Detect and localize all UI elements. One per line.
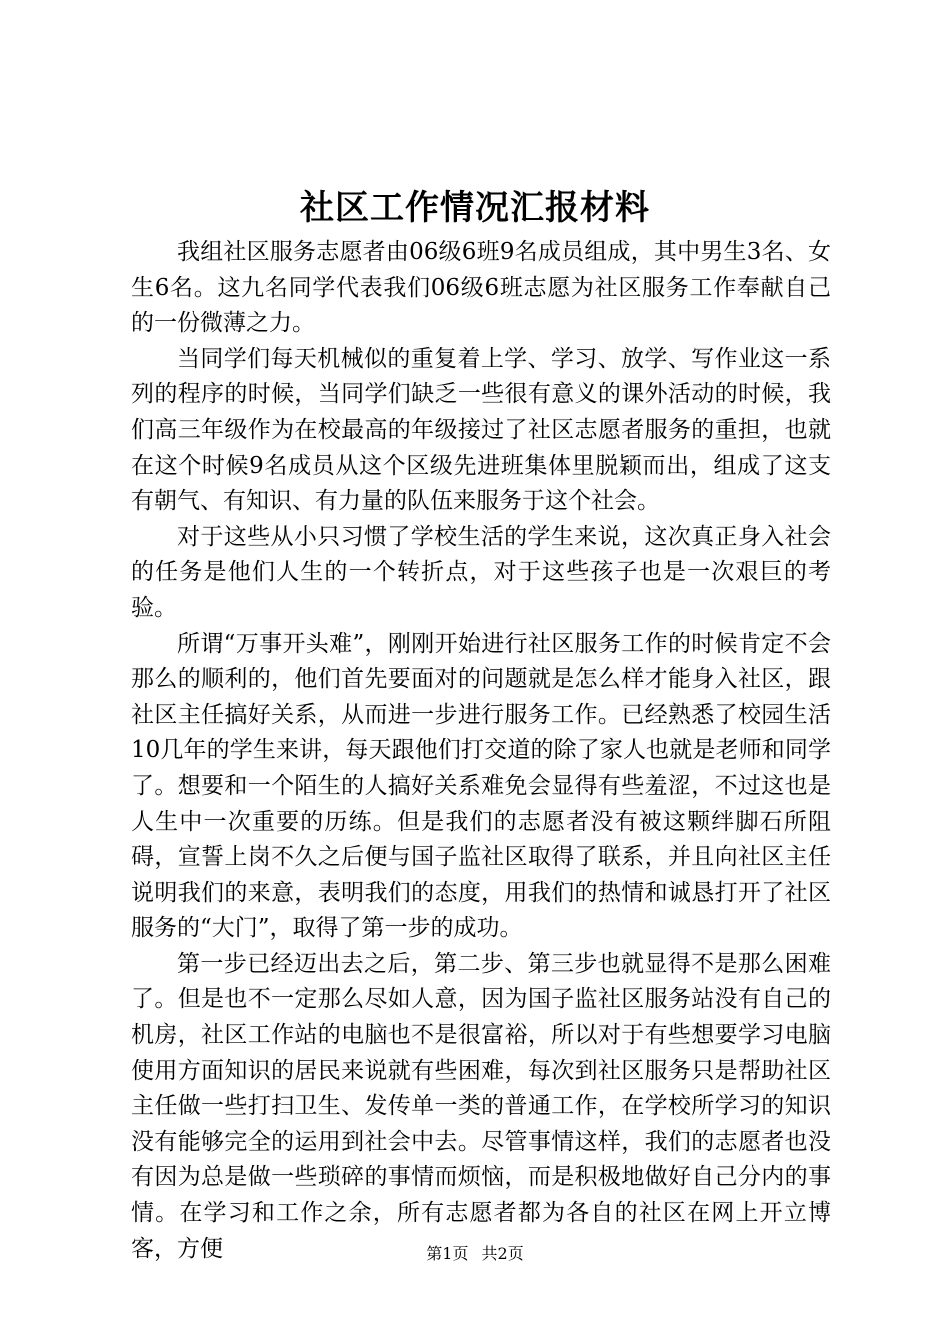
page-number: 第1页 bbox=[426, 1244, 469, 1263]
paragraph: 我组社区服务志愿者由06级6班9名成员组成，其中男生3名、女生6名。这九名同学代表我们06级6班志愿为社区服务工作奉献自己的一份微薄之力。 bbox=[131, 239, 831, 337]
document-title: 社区工作情况汇报材料 bbox=[300, 188, 650, 228]
document-body bbox=[131, 235, 831, 1267]
page-total: 共2页 bbox=[481, 1244, 524, 1263]
paragraph: 所谓“万事开头难”，刚刚开始进行社区服务工作的时候肯定不会那么的顺利的，他们首先要面对的问题就是怎么样才能身入社区，跟社区主任搞好关系，从而进一步进行服务工作。已经熟悉了校园生活10几年的学生来讲，每天跟他们打交道的除了家人也就是老师和同学了。想要和一个陌生的人搞好关系难免会显得有些羞涩，不过这也是人生中一次重要的历练。但是我们的志愿者没有被这颗绊脚石所阻碍，宣誓上岗不久之后便与国子监社区取得了联系，并且向社区主任说明我们的来意，表明我们的态度，用我们的热情和诚恳打开了社区服务的“大门”，取得了第一步的成功。 bbox=[131, 630, 831, 942]
paragraph: 第一步已经迈出去之后，第二步、第三步也就显得不是那么困难了。但是也不一定那么尽如人意，因为国子监社区服务站没有自己的机房，社区工作站的电脑也不是很富裕，所以对于有些想要学习电脑使用方面知识的居民来说就有些困难，每次到社区服务只是帮助社区主任做一些打扫卫生、发传单一类的普通工作，在学校所学习的知识没有能够完全的运用到社会中去。尽管事情这样，我们的志愿者也没有因为总是做一些琐碎的事情而烦恼，而是积极地做好自己分内的事情。在学习和工作之余，所有志愿者都为各自的社区在网上开立博客，方便 bbox=[131, 950, 831, 1262]
paragraph: 当同学们每天机械似的重复着上学、学习、放学、写作业这一系列的程序的时候，当同学们缺乏一些很有意义的课外活动的时候，我们高三年级作为在校最高的年级接过了社区志愿者服务的重担，也就在这个时候9名成员从这个区级先进班集体里脱颖而出，组成了这支有朝气、有知识、有力量的队伍来服务于这个社会。 bbox=[131, 345, 831, 515]
paragraph: 对于这些从小只习惯了学校生活的学生来说，这次真正身入社会的任务是他们人生的一个转折点，对于这些孩子也是一次艰巨的考验。 bbox=[131, 523, 831, 621]
page-footer bbox=[0, 1242, 950, 1266]
